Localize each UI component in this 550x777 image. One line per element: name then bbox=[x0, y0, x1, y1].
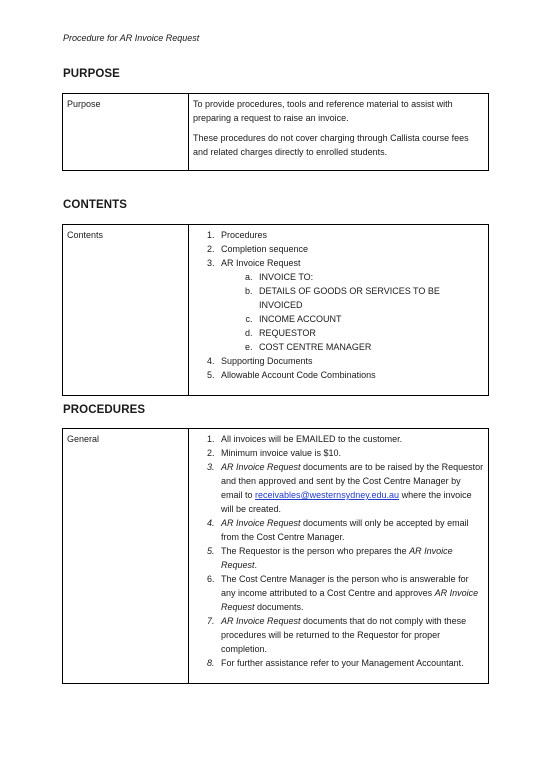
contents-item[interactable]: 5. Allowable Account Code Combinations bbox=[217, 368, 484, 382]
contents-item[interactable]: 4. Supporting Documents bbox=[217, 354, 484, 368]
procedures-table bbox=[62, 428, 489, 684]
procedures-label: General bbox=[63, 429, 189, 684]
contents-item[interactable]: 1. Procedures bbox=[217, 228, 484, 242]
purpose-content bbox=[189, 94, 489, 171]
procedures-list-cell bbox=[189, 429, 489, 684]
procedures-list bbox=[193, 432, 484, 670]
purpose-paragraph-2: These procedures do not cover charging through Callista course fees and related charges directly to enrolled students. bbox=[193, 133, 469, 157]
purpose-label: Purpose bbox=[63, 94, 189, 171]
contents-label: Contents bbox=[63, 225, 189, 396]
purpose-heading: PURPOSE bbox=[63, 68, 120, 80]
contents-heading: CONTENTS bbox=[63, 199, 128, 211]
procedure-item: 8. For further assistance refer to your Management Accountant. bbox=[217, 656, 484, 670]
contents-subitem[interactable]: e. COST CENTRE MANAGER bbox=[255, 340, 484, 354]
contents-list-cell bbox=[189, 225, 489, 396]
procedure-item: 3. AR Invoice Request documents are to be raised by the Requestor and then approved and sent by the Cost Centre Manager by email to receivables@westernsydney.edu.au where the invoice will be created. bbox=[217, 460, 484, 516]
contents-subitem[interactable]: d. REQUESTOR bbox=[255, 326, 484, 340]
purpose-paragraph-1: To provide procedures, tools and reference material to assist with preparing a request to raise an invoice. bbox=[193, 99, 453, 123]
contents-subitem[interactable]: c. INCOME ACCOUNT bbox=[255, 312, 484, 326]
procedure-item: 5. The Requestor is the person who prepares the AR Invoice Request. bbox=[217, 544, 484, 572]
procedure-item: 7. AR Invoice Request documents that do not comply with these procedures will be returned to the Requestor for proper completion. bbox=[217, 614, 484, 656]
procedure-item: 6. The Cost Centre Manager is the person who is answerable for any income attributed to a Cost Centre and approves AR Invoice Request documents. bbox=[217, 572, 484, 614]
contents-list bbox=[193, 228, 484, 382]
procedures-heading: PROCEDURES bbox=[63, 404, 146, 416]
purpose-table bbox=[62, 93, 489, 171]
procedure-item: 1. All invoices will be EMAILED to the customer. bbox=[217, 432, 484, 446]
contents-item[interactable]: 3. AR Invoice Request a. INVOICE TO: b. DETAILS OF GOODS OR SERVICES TO BE INVOICED c. INCOME ACCOUNT d. REQUESTOR e. COST CENTRE MANAGER bbox=[217, 256, 484, 354]
contents-table bbox=[62, 224, 489, 396]
page-header: Procedure for AR Invoice Request bbox=[63, 33, 200, 43]
contents-sublist bbox=[221, 270, 484, 354]
contents-subitem[interactable]: b. DETAILS OF GOODS OR SERVICES TO BE INVOICED bbox=[255, 284, 484, 312]
procedure-item: 4. AR Invoice Request documents will only be accepted by email from the Cost Centre Manager. bbox=[217, 516, 484, 544]
procedure-item: 2. Minimum invoice value is $10. bbox=[217, 446, 484, 460]
contents-item[interactable]: 2. Completion sequence bbox=[217, 242, 484, 256]
contents-subitem[interactable]: a. INVOICE TO: bbox=[255, 270, 484, 284]
receivables-email-link[interactable]: receivables@westernsydney.edu.au bbox=[255, 490, 400, 500]
